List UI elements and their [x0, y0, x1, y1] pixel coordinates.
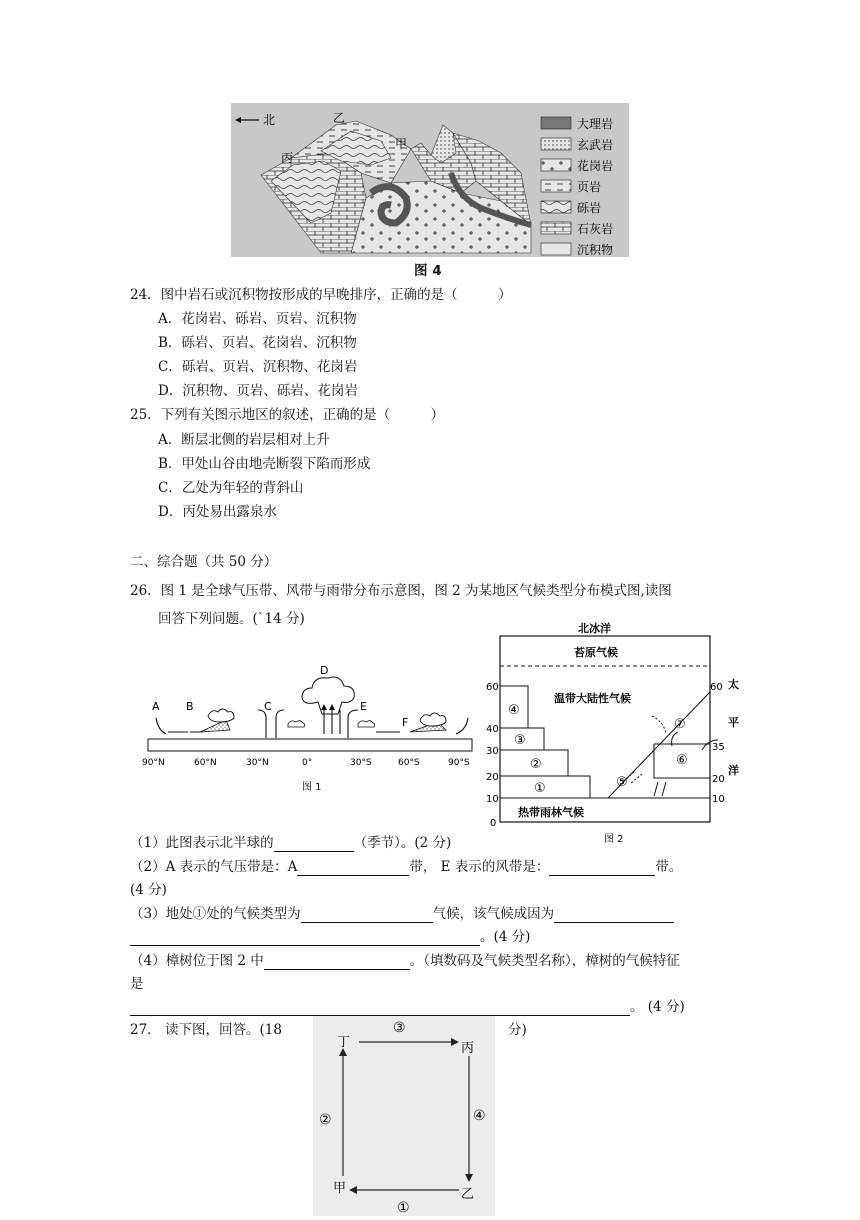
- north-label: 北: [263, 113, 276, 127]
- q24-option-a: A．花岗岩、砾岩、页岩、沉积物: [158, 311, 357, 327]
- fig2-left-10: 10: [486, 794, 499, 805]
- fig2-zone-7: ⑦: [674, 717, 686, 732]
- fig1-caption: 图 1: [302, 782, 322, 793]
- q27-arrow-3: ③: [393, 1020, 406, 1036]
- q26-sub1-suffix: （季节）。(2 分): [353, 835, 452, 851]
- q26-sub2-blank-a[interactable]: [297, 861, 409, 876]
- label-bing: 丙: [281, 151, 294, 165]
- q26-sub3-blank-type[interactable]: [301, 908, 433, 923]
- q24-option-d: D．沉积物、页岩、砾岩、花岗岩: [158, 383, 358, 399]
- fig2-left-40: 40: [486, 724, 499, 735]
- legend-sediment: 沉积物: [577, 243, 614, 257]
- fig1-tick-30n: 30°N: [246, 758, 269, 768]
- q26-sub4: [130, 952, 680, 970]
- q27-corner-jia: 甲: [333, 1181, 347, 1196]
- fig2-left-30: 30: [486, 746, 499, 757]
- fig2-left-60: 60: [486, 682, 499, 693]
- fig1-tick-30s: 30°S: [350, 758, 372, 768]
- q25-option-d: D．丙处易出露泉水: [158, 504, 277, 520]
- q27-arrow-4: ④: [473, 1108, 486, 1124]
- fig2-right-10: 10: [712, 794, 725, 805]
- q25-option-c: C．乙处为年轻的背斜山: [158, 480, 304, 496]
- q24-stem: 24．图中岩石或沉积物按形成的早晚排序，正确的是（ ）: [130, 287, 512, 303]
- q26-sub2-suffix: 带。: [655, 859, 683, 875]
- fig2-left-20: 20: [486, 772, 499, 783]
- q27-arrow-2: ②: [319, 1112, 332, 1128]
- q26-sub4-suffix: 。 (4 分): [630, 999, 685, 1015]
- fig2-top-label: 北冰洋: [578, 622, 611, 635]
- fig1-letter-e: E: [360, 700, 367, 713]
- q26-sub3-mid: 气候，该气候成因为: [432, 906, 555, 922]
- label-yi: 乙: [333, 111, 346, 125]
- fig2-caption: 图 2: [604, 834, 624, 845]
- fig2-right-20: 20: [712, 774, 725, 785]
- fig1-tick-60s: 60°S: [398, 758, 420, 768]
- fig2-zone-4: ④: [508, 703, 520, 718]
- fig2-zone-3: ③: [514, 733, 526, 748]
- fig2-right-35: 35: [712, 742, 725, 753]
- q26-sub4-cont: [130, 998, 685, 1016]
- fig1-letter-b: B: [186, 700, 194, 713]
- fig2-pacific-3: 洋: [728, 764, 739, 777]
- fig2-zone-6: ⑥: [676, 753, 688, 768]
- q27-stem-b: 分): [508, 1022, 527, 1038]
- fig2-tropical: 热带雨林气候: [518, 806, 584, 819]
- q26-sub4-prefix: （4）樟树位于图 2 中: [130, 953, 264, 969]
- fig1-letter-c: C: [264, 700, 272, 713]
- fig1-letter-f: F: [402, 716, 409, 729]
- q24-option-c: C．砾岩、页岩、沉积物、花岗岩: [158, 359, 358, 375]
- fig2-pacific-1: 太: [728, 678, 739, 691]
- q26-sub4-blank-feature[interactable]: [130, 1001, 630, 1016]
- q26-sub2-points: (4 分): [130, 882, 167, 898]
- q26-sub2: [130, 858, 682, 876]
- q26-sub2-prefix: （2）A 表示的气压带是：A: [130, 859, 298, 875]
- fig2-zone-2: ②: [530, 757, 542, 772]
- q24-option-b: B．砾岩、页岩、花岗岩、沉积物: [158, 335, 357, 351]
- q25-option-a: A．断层北侧的岩层相对上升: [158, 432, 330, 448]
- q26-sub2-mid: 带， E 表示的风带是：: [409, 859, 550, 875]
- fig1-letter-d: D: [320, 664, 329, 677]
- fig1-tick-90n: 90°N: [142, 758, 165, 768]
- fig2-tundra: 苔原气候: [574, 646, 618, 659]
- q27-corner-yi: 乙: [461, 1187, 475, 1202]
- figure-1: [138, 660, 478, 800]
- q27-cycle-diagram: [313, 1016, 495, 1216]
- figure-1-ground: [148, 739, 472, 751]
- q26-sub1-prefix: （1）此图表示北半球的: [130, 835, 274, 851]
- q26-sub2-blank-e[interactable]: [549, 861, 655, 876]
- q26-sub4-mid: 。（填数码及气候类型名称），樟树的气候特征: [409, 953, 680, 969]
- q25-stem: 25．下列有关图示地区的叙述，正确的是（ ）: [130, 407, 445, 423]
- q27-arrow-1: ①: [397, 1200, 410, 1216]
- fig1-tick-90s: 90°S: [448, 758, 470, 768]
- fig2-right-60: 60: [710, 682, 723, 693]
- q26-sub3-blank-cause-cont[interactable]: [130, 931, 480, 946]
- q25-option-b: B．甲处山谷由地壳断裂下陷而形成: [158, 456, 371, 472]
- q26-sub3-cont: [130, 928, 530, 946]
- figure-4: [231, 103, 629, 257]
- figure-2: [482, 622, 752, 848]
- q26-stem-line1: 26．图 1 是全球气压带、风带与雨带分布示意图，图 2 为某地区气候类型分布模式图,读图: [130, 583, 672, 599]
- q26-sub1: [130, 834, 451, 852]
- fig1-letter-a: A: [152, 700, 160, 713]
- fig2-pacific-2: 平: [728, 716, 739, 729]
- legend-granite: 花岗岩: [577, 159, 614, 173]
- fig2-left-0: 0: [490, 818, 497, 829]
- legend-limestone: 石灰岩: [577, 222, 614, 236]
- q26-sub3-prefix: （3）地处①处的气候类型为: [130, 906, 301, 922]
- q27-corner-bing: 丙: [461, 1041, 475, 1056]
- q26-sub4-blank-zone[interactable]: [264, 955, 410, 970]
- q26-sub3-blank-cause[interactable]: [554, 908, 674, 923]
- fig2-temperate: 温带大陆性气候: [554, 692, 631, 705]
- legend-conglomerate: 砾岩: [577, 201, 602, 215]
- fig2-zone-5: ⑤: [616, 775, 628, 790]
- label-jia: 甲: [395, 137, 408, 151]
- q26-sub1-blank[interactable]: [274, 837, 354, 852]
- legend-shale: 页岩: [577, 180, 602, 194]
- figure-4-caption: 图 4: [414, 263, 442, 279]
- section-2-heading: 二、综合题（共 50 分）: [130, 554, 278, 570]
- q27-corner-ding: 丁: [337, 1035, 351, 1050]
- q26-sub3-suffix: 。(4 分): [480, 929, 531, 945]
- fig2-zone-1: ①: [534, 781, 546, 796]
- q26-sub4-c: 是: [130, 976, 144, 992]
- legend-basalt: 玄武岩: [577, 138, 614, 152]
- q27-stem-a: 27． 读下图，回答。(18: [130, 1022, 282, 1038]
- q26-stem-line2: 回答下列问题。(`14 分): [158, 611, 305, 627]
- fig1-tick-60n: 60°N: [194, 758, 217, 768]
- fig1-tick-0: 0°: [302, 758, 313, 768]
- legend-marble: 大理岩: [577, 117, 614, 131]
- q26-sub3: [130, 905, 674, 923]
